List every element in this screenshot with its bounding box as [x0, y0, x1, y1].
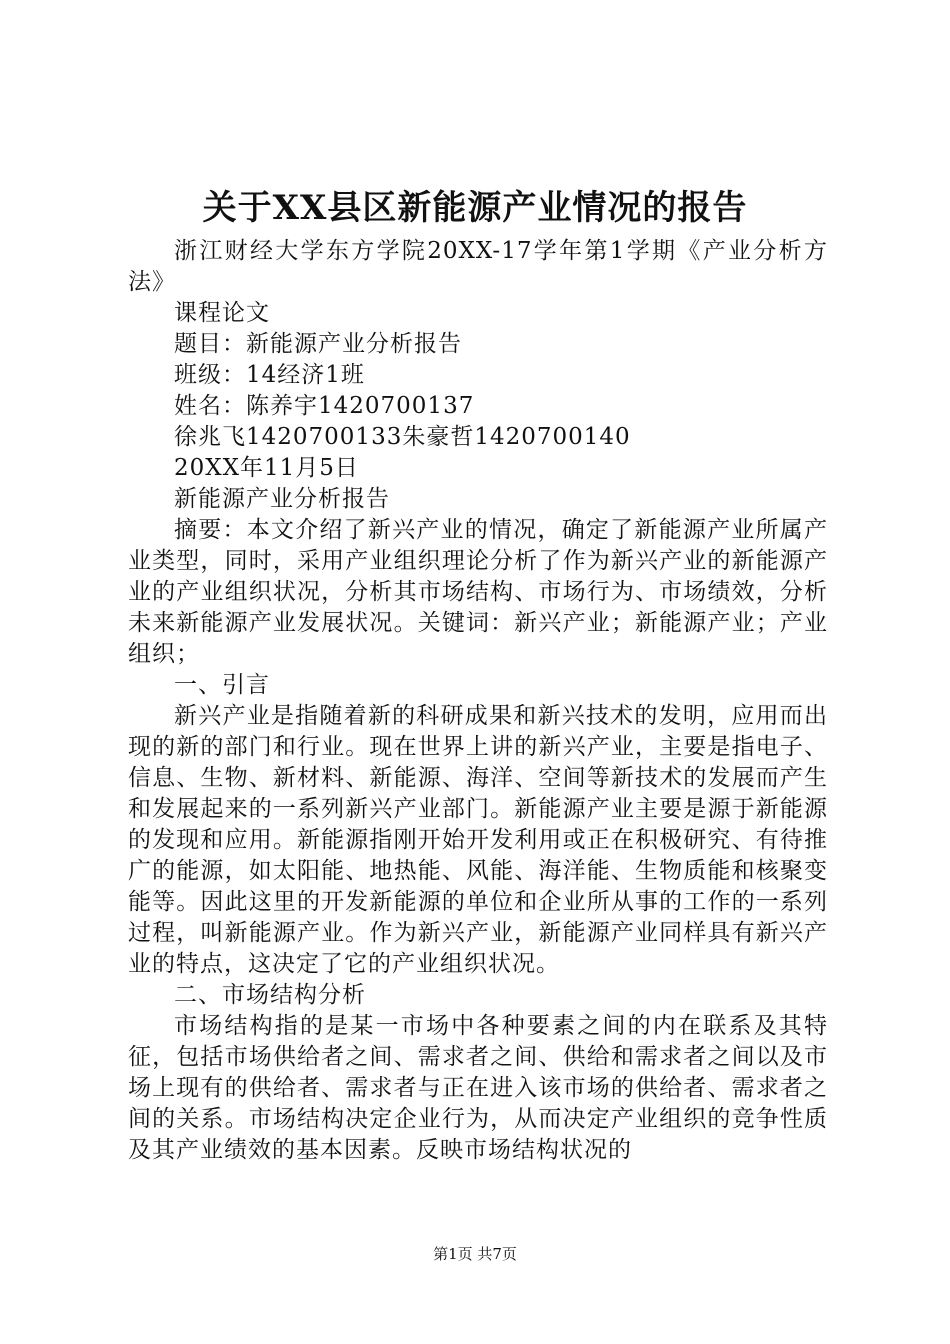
paragraph-abstract: 摘要：本文介绍了新兴产业的情况，确定了新能源产业所属产业类型，同时，采用产业组织理论分析了作为新兴产业的新能源产业的产业组织状况，分析其市场结构、市场行为、市场绩效，分析未来新能源产业发展状况。关键词：新兴产业；新能源产业；产业组织； — [128, 517, 828, 667]
paragraph-market-structure: 市场结构指的是某一市场中各种要素之间的内在联系及其特征，包括市场供给者之间、需求者之间、供给和需求者之间以及市场上现有的供给者、需求者与正在进入该市场的供给者、需求者之间的关系。市场结构决定企业行为，从而决定产业组织的竞争性质及其产业绩效的基本因素。反映市场结构状况的 — [128, 1013, 828, 1163]
paragraph-report-title: 新能源产业分析报告 — [174, 486, 390, 512]
paragraph-coauthors: 徐兆飞1420700133朱豪哲1420700140 — [174, 424, 631, 450]
section-heading-introduction: 一、引言 — [174, 672, 270, 698]
paragraph-introduction: 新兴产业是指随着新的科研成果和新兴技术的发明，应用而出现的新的部门和行业。现在世界上讲的新兴产业，主要是指电子、信息、生物、新材料、新能源、海洋、空间等新技术的发展而产生和发展起来的一系列新兴产业部门。新能源产业主要是源于新能源的发现和应用。新能源指刚开始开发利用或正在积极研究、有待推广的能源，如太阳能、地热能、风能、海洋能、生物质能和核聚变能等。因此这里的开发新能源的单位和企业所从事的工作的一系列过程，叫新能源产业。作为新兴产业，新能源产业同样具有新兴产业的特点，这决定了它的产业组织状况。 — [128, 703, 828, 977]
paragraph-course-info: 浙江财经大学东方学院20XX-17学年第1学期《产业分析方法》 — [128, 238, 828, 295]
section-heading-market-structure: 二、市场结构分析 — [174, 982, 366, 1008]
paragraph-course-paper: 课程论文 — [174, 300, 270, 326]
page-footer: 第1页 共7页 — [433, 1245, 517, 1263]
paragraph-topic: 题目：新能源产业分析报告 — [174, 331, 462, 357]
paragraph-date: 20XX年11月5日 — [174, 455, 359, 481]
document-body — [128, 236, 828, 1166]
paragraph-class: 班级：14经济1班 — [174, 362, 365, 388]
paragraph-name: 姓名：陈养宇1420700137 — [174, 393, 475, 419]
document-title: 关于XX县区新能源产业情况的报告 — [202, 188, 748, 228]
